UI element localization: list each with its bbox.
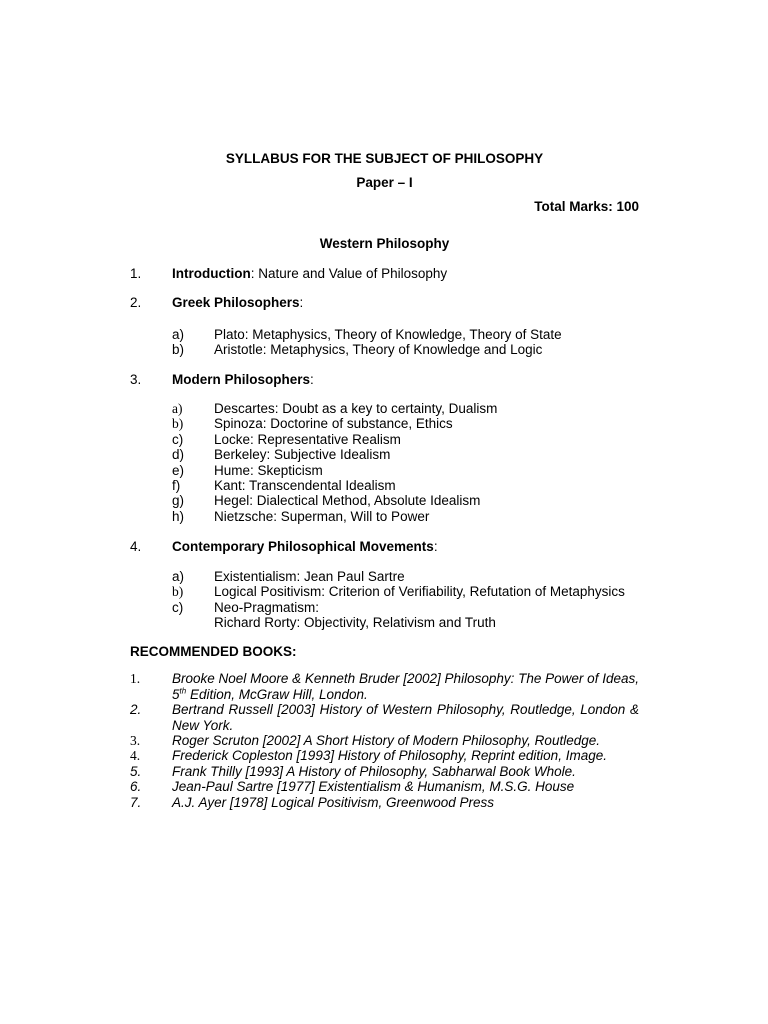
book-item	[130, 795, 639, 810]
document-page	[130, 150, 639, 810]
item-text-line-2: Richard Rorty: Objectivity, Relativism and Truth	[214, 614, 496, 630]
item-text	[214, 600, 639, 631]
book-text-sup: th	[179, 686, 187, 696]
book-number: 4.	[130, 748, 141, 764]
item-letter: d)	[172, 447, 185, 463]
paper-label: Paper – I	[356, 175, 413, 190]
list-item	[172, 432, 639, 447]
item-letter: e)	[172, 462, 185, 478]
item-text: Kant: Transcendental Idealism	[214, 478, 396, 494]
topic-text	[172, 372, 314, 387]
topic-heading: Contemporary Philosophical Movements	[172, 539, 434, 555]
book-number: 2.	[130, 702, 142, 718]
topic-number: 1.	[130, 266, 142, 281]
list-item	[172, 342, 639, 357]
topic-item	[130, 266, 639, 281]
book-text	[172, 671, 639, 702]
book-item	[130, 702, 639, 733]
sub-list	[172, 401, 639, 524]
book-number: 3.	[130, 732, 141, 748]
list-item	[172, 509, 639, 524]
item-text-line: Neo-Pragmatism:	[214, 599, 320, 615]
book-item	[130, 748, 639, 763]
item-text: Berkeley: Subjective Idealism	[214, 447, 391, 463]
book-text: Jean-Paul Sartre [1977] Existentialism & Humanism, M.S.G. House	[172, 779, 575, 795]
book-number: 7.	[130, 794, 142, 810]
sub-list	[172, 327, 639, 358]
list-item	[172, 584, 639, 599]
item-letter: a)	[172, 326, 185, 342]
book-text: A.J. Ayer [1978] Logical Positivism, Greenwood Press	[172, 794, 495, 810]
item-text: Aristotle: Metaphysics, Theory of Knowledge and Logic	[214, 342, 543, 358]
item-letter: b)	[172, 584, 184, 600]
item-text: Nietzsche: Superman, Will to Power	[214, 508, 430, 524]
item-text: Spinoza: Doctorine of substance, Ethics	[214, 416, 453, 432]
item-text: Descartes: Doubt as a key to certainty, Dualism	[214, 401, 498, 417]
list-item	[172, 401, 639, 416]
list-item	[172, 569, 639, 584]
topic-number: 4.	[130, 539, 142, 555]
topic-rest: :	[433, 539, 438, 555]
topic-heading: Introduction	[172, 266, 251, 281]
topic-rest: :	[299, 295, 304, 311]
book-text: Bertrand Russell [2003] History of Western Philosophy, Routledge, London & New York.	[172, 702, 639, 733]
item-letter: b)	[172, 416, 184, 432]
item-text: Hegel: Dialectical Method, Absolute Idealism	[214, 493, 481, 509]
book-text-post: Edition, McGraw Hill, London.	[186, 686, 368, 702]
list-item	[172, 600, 639, 631]
total-marks: Total Marks: 100	[534, 199, 639, 214]
list-item	[172, 447, 639, 462]
section-title: Western Philosophy	[319, 236, 450, 251]
topic-item	[130, 372, 639, 387]
book-number: 5.	[130, 763, 142, 779]
item-letter: f)	[172, 478, 181, 494]
item-text: Locke: Representative Realism	[214, 431, 401, 447]
book-item	[130, 779, 639, 794]
topic-rest: :	[310, 371, 314, 387]
book-text-pre: Brooke Noel Moore & Kenneth Bruder [2002] Philosophy: The Power of Ideas, 5	[172, 671, 639, 702]
book-text: Roger Scruton [2002] A Short History of Modern Philosophy, Routledge.	[172, 732, 600, 748]
sub-list	[172, 569, 639, 631]
item-text: Hume: Skepticism	[214, 462, 323, 478]
topic-heading: Greek Philosophers	[172, 295, 300, 311]
item-letter: g)	[172, 493, 185, 509]
item-letter: a)	[172, 401, 183, 417]
book-text: Frank Thilly [1993] A History of Philosophy, Sabharwal Book Whole.	[172, 763, 576, 779]
item-letter: c)	[172, 431, 184, 447]
item-letter: b)	[172, 342, 185, 358]
item-letter: h)	[172, 508, 185, 524]
list-item	[172, 463, 639, 478]
item-text: Logical Positivism: Criterion of Verifiability, Refutation of Metaphysics	[214, 584, 625, 600]
item-text: Existentialism: Jean Paul Sartre	[214, 568, 405, 584]
book-number: 6.	[130, 779, 142, 795]
topic-item	[130, 539, 639, 554]
list-item	[172, 327, 639, 342]
topic-number: 3.	[130, 371, 142, 387]
recommended-books-heading: RECOMMENDED BOOKS:	[130, 644, 297, 660]
list-item	[172, 493, 639, 508]
list-item	[172, 478, 639, 493]
book-item	[130, 764, 639, 779]
topic-text	[172, 295, 303, 310]
list-item	[172, 416, 639, 431]
topic-text	[172, 266, 447, 281]
item-letter: a)	[172, 568, 185, 584]
book-text: Frederick Copleston [1993] History of Philosophy, Reprint edition, Image.	[172, 748, 607, 764]
topic-text	[172, 539, 438, 554]
item-letter: c)	[172, 599, 184, 615]
document-title: SYLLABUS FOR THE SUBJECT OF PHILOSOPHY	[225, 151, 544, 166]
books-list	[130, 671, 639, 810]
topic-heading: Modern Philosophers	[172, 371, 311, 387]
topic-number: 2.	[130, 295, 142, 311]
book-item	[130, 733, 639, 748]
topic-item	[130, 295, 639, 310]
book-number: 1.	[130, 671, 141, 687]
book-item	[130, 671, 639, 702]
topic-rest: : Nature and Value of Philosophy	[250, 266, 448, 281]
item-text: Plato: Metaphysics, Theory of Knowledge, Theory of State	[214, 326, 562, 342]
